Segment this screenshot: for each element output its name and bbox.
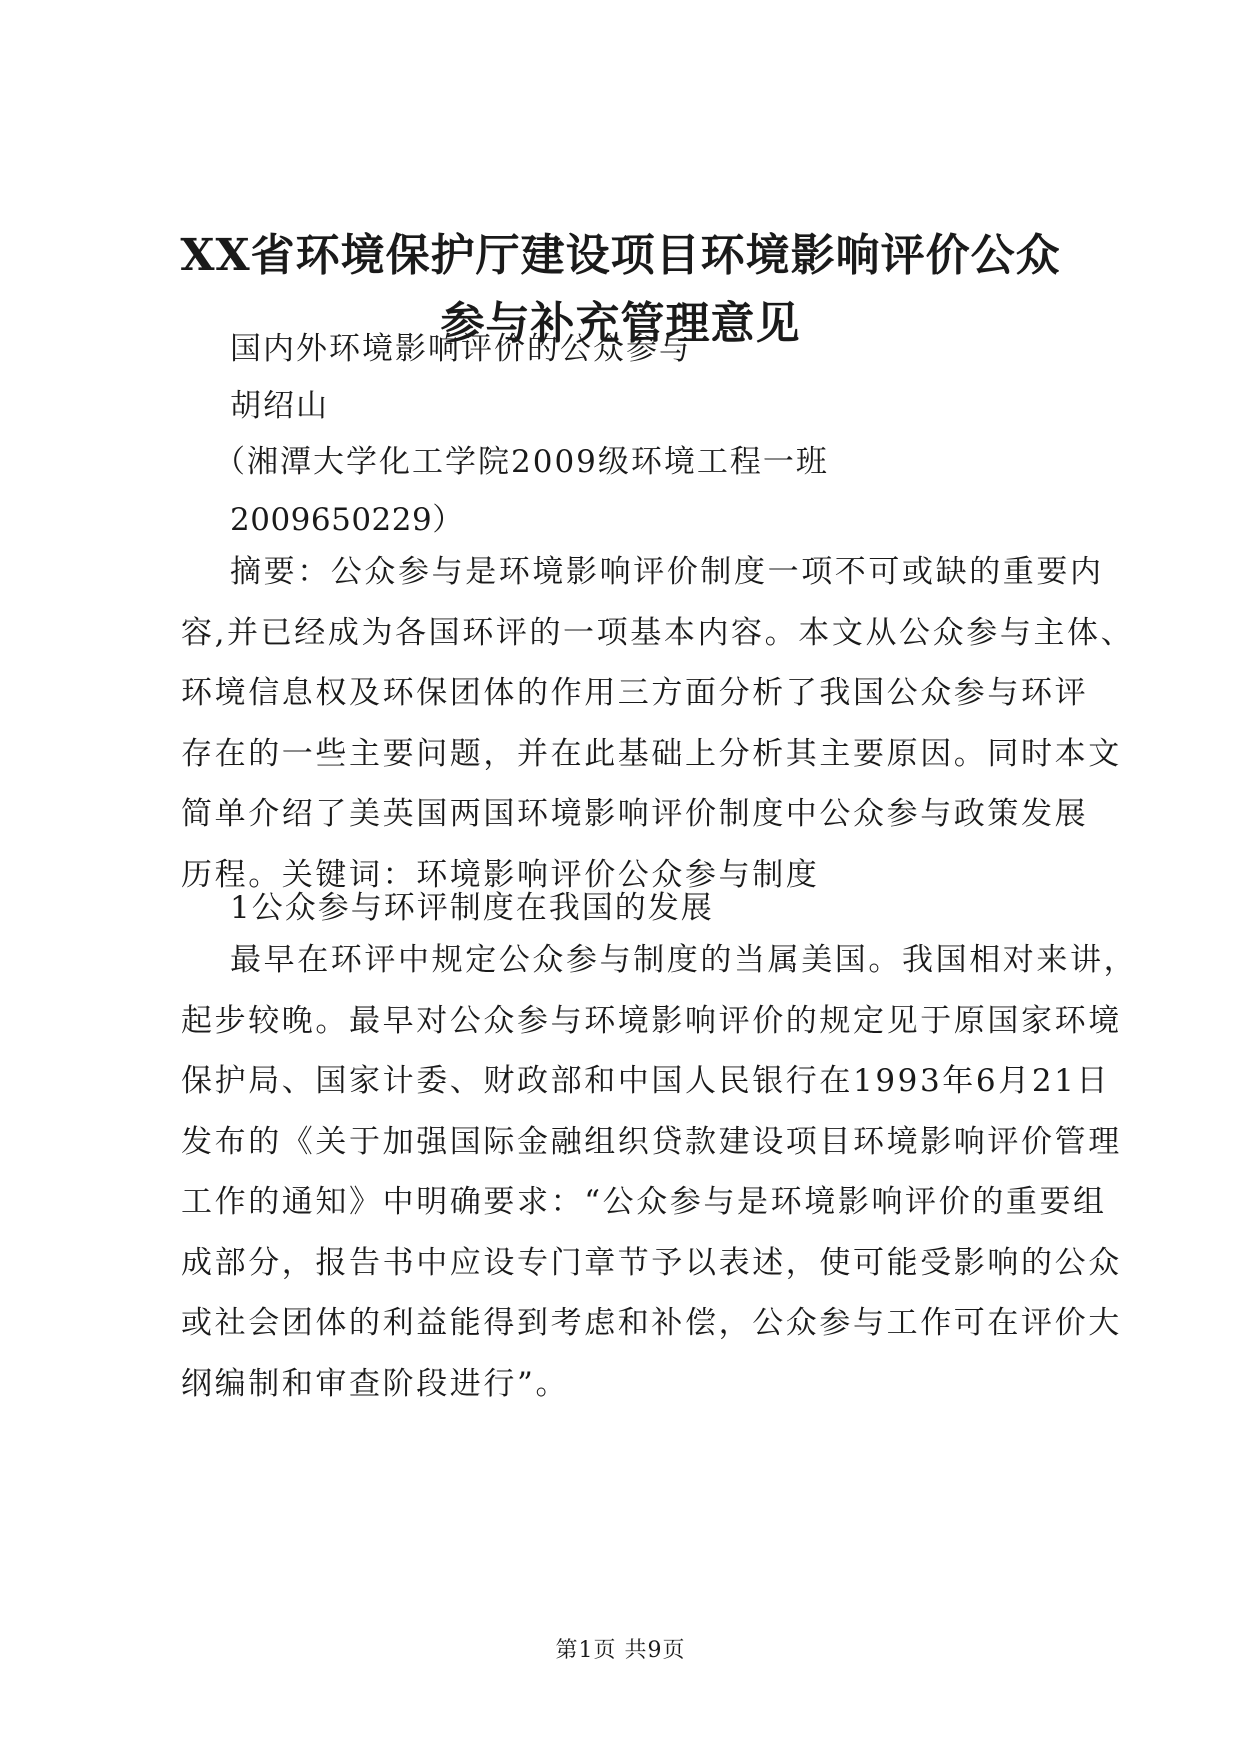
affiliation-line-1: （湘潭大学化工学院2009级环境工程一班 <box>214 444 829 480</box>
abstract-row: 存在的一些主要问题，并在此基础上分析其主要原因。同时本文 <box>181 735 1122 772</box>
abstract-row: 容,并已经成为各国环评的一项基本内容。本文从公众参与主体、 <box>181 614 1135 651</box>
body-row: 工作的通知》中明确要求：“公众参与是环境影响评价的重要组 <box>181 1184 1107 1220</box>
title-line-1: XX省环境保护厅建设项目环境影响评价公众 <box>180 230 1061 281</box>
abstract-paragraph <box>181 542 1135 905</box>
subtitle: 国内外环境影响评价的公众参与 <box>230 331 692 367</box>
body-row: 成部分，报告书中应设专门章节予以表述，使可能受影响的公众 <box>181 1244 1122 1281</box>
affiliation-line-2: 2009650229） <box>230 502 464 538</box>
body-paragraph <box>181 930 1138 1414</box>
body-row: 纲编制和审查阶段进行”。 <box>181 1365 570 1402</box>
body-row: 保护局、国家计委、财政部和中国人民银行在1993年6月21日 <box>181 1063 1111 1099</box>
page-number-footer: 第1页 共9页 <box>555 1638 686 1663</box>
body-row: 最早在环评中规定公众参与制度的当属美国。我国相对来讲， <box>230 942 1138 978</box>
abstract-row: 摘要：公众参与是环境影响评价制度一项不可或缺的重要内 <box>230 554 1104 590</box>
abstract-row: 历程。关键词：环境影响评价公众参与制度 <box>181 856 820 893</box>
body-row: 或社会团体的利益能得到考虑和补偿，公众参与工作可在评价大 <box>181 1305 1122 1341</box>
title-line-2: 参与补充管理意见 <box>440 298 801 349</box>
abstract-row: 简单介绍了美英国两国环境影响评价制度中公众参与政策发展 <box>181 796 1089 832</box>
author-name: 胡绍山 <box>230 388 329 424</box>
body-row: 发布的《关于加强国际金融组织贷款建设项目环境影响评价管理 <box>181 1123 1122 1160</box>
abstract-row: 环境信息权及环保团体的作用三方面分析了我国公众参与环评 <box>181 675 1089 711</box>
section-heading: 1公众参与环评制度在我国的发展 <box>230 890 714 926</box>
body-row: 起步较晚。最早对公众参与环境影响评价的规定见于原国家环境 <box>181 1002 1122 1039</box>
